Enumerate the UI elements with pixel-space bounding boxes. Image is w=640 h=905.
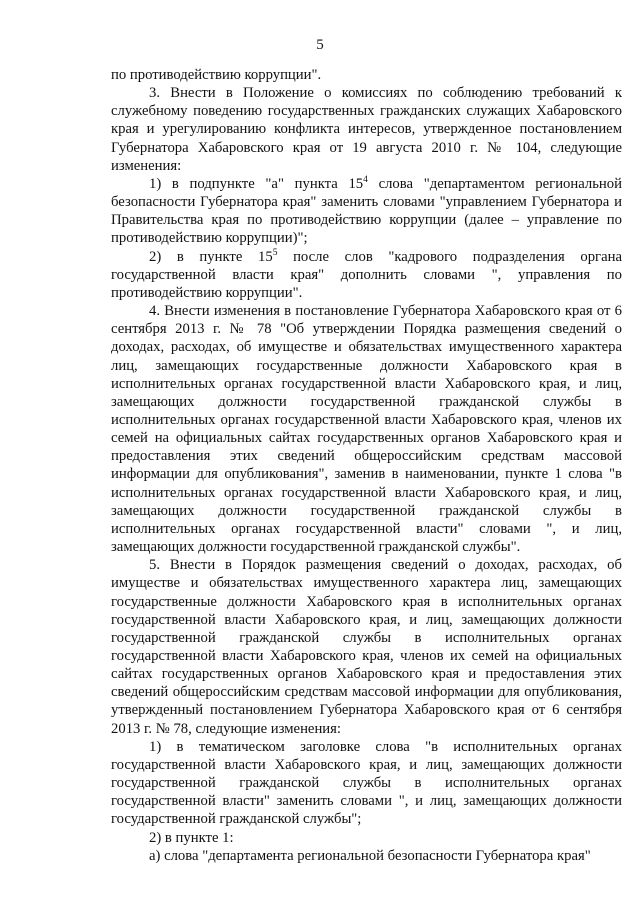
paragraph-subitem-3-1: [111, 175, 622, 248]
paragraph-subitem-3-2: [111, 248, 622, 302]
document-body: [111, 66, 622, 865]
paragraph-item-4: 4. Внести изменения в постановление Губернатора Хабаровского края от 6 сентября 2013 г. № 78 "Об утверждении Порядка размещения сведений о доходах, расходах, об имуществе и обязательствах имущественного характера лиц, замещающих государственные должности Хабаровского края в исполнительных органах государственной власти Хабаровского края, и лиц, замещающих должности государственной гражданской службы в исполнительных органах государственной власти Хабаровского края, членов их семей на официальных сайтах государственных органов Хабаровского края и предоставления этих сведений общероссийским средствам массовой информации для опубликования", заменив в наименовании, пункте 1 слова "в исполнительных органах государственной власти Хабаровского края, и лиц, замещающих должности государственной гражданской службы в исполнительных органах государственной власти" словами ", и лиц, замещающих должности государственной гражданской службы".: [111, 303, 622, 556]
subitem-3-1-text-start: 1) в подпункте "а" пункта 15: [149, 175, 364, 192]
superscript-index: 4: [363, 174, 368, 185]
paragraph-subitem-5-2-a: а) слова "департамента региональной безопасности Губернатора края": [149, 847, 591, 864]
page-number: 5: [316, 37, 324, 53]
subitem-3-1-text-end: слова "департаментом региональной безопасности Губернатора края" заменить словами "управлением Губернатора и Правительства края по противодействию коррупции (далее – управление по противодействию коррупции)";: [111, 175, 622, 247]
superscript-index: 5: [272, 247, 278, 258]
paragraph-subitem-5-1: 1) в тематическом заголовке слова "в исполнительных органах государственной власти Хабаровского края, и лиц, замещающих должности государственной гражданской службы в исполнительных органах государственной власти" заменить словами ", и лиц, замещающих должности государственной гражданской службы";: [111, 738, 622, 828]
paragraph-item-5: 5. Внести в Порядок размещения сведений о доходах, расходах, об имуществе и обязательствах имущественного характера лиц, замещающих государственные должности Хабаровского края в исполнительных органах государственной власти Хабаровского края, и лиц, замещающих должности государственной гражданской службы в исполнительных органах государственной власти Хабаровского края, членов их семей на официальных сайтах государственных органов Хабаровского края и предоставления этих сведений общероссийским средствам массовой информации для опубликования, утвержденный постановлением Губернатора Хабаровского края от 6 сентября 2013 г. № 78, следующие изменения:: [111, 557, 622, 737]
subitem-3-2-text-start: 2) в пункте 15: [149, 248, 273, 265]
paragraph-item-3: 3. Внести в Положение о комиссиях по соблюдению требований к служебному поведению государственных гражданских служащих Хабаровского края и урегулированию конфликта интересов, утвержденное постановлением Губернатора Хабаровского края от 19 августа 2010 г. № 104, следующие изменения:: [111, 85, 622, 174]
paragraph-subitem-5-2: 2) в пункте 1:: [149, 829, 234, 846]
paragraph-continuation: по противодействию коррупции".: [111, 67, 322, 83]
subitem-3-2-text-end: после слов "кадрового подразделения органа государственной власти края" дополнить словами ", управления по противодействию коррупции".: [111, 248, 622, 301]
